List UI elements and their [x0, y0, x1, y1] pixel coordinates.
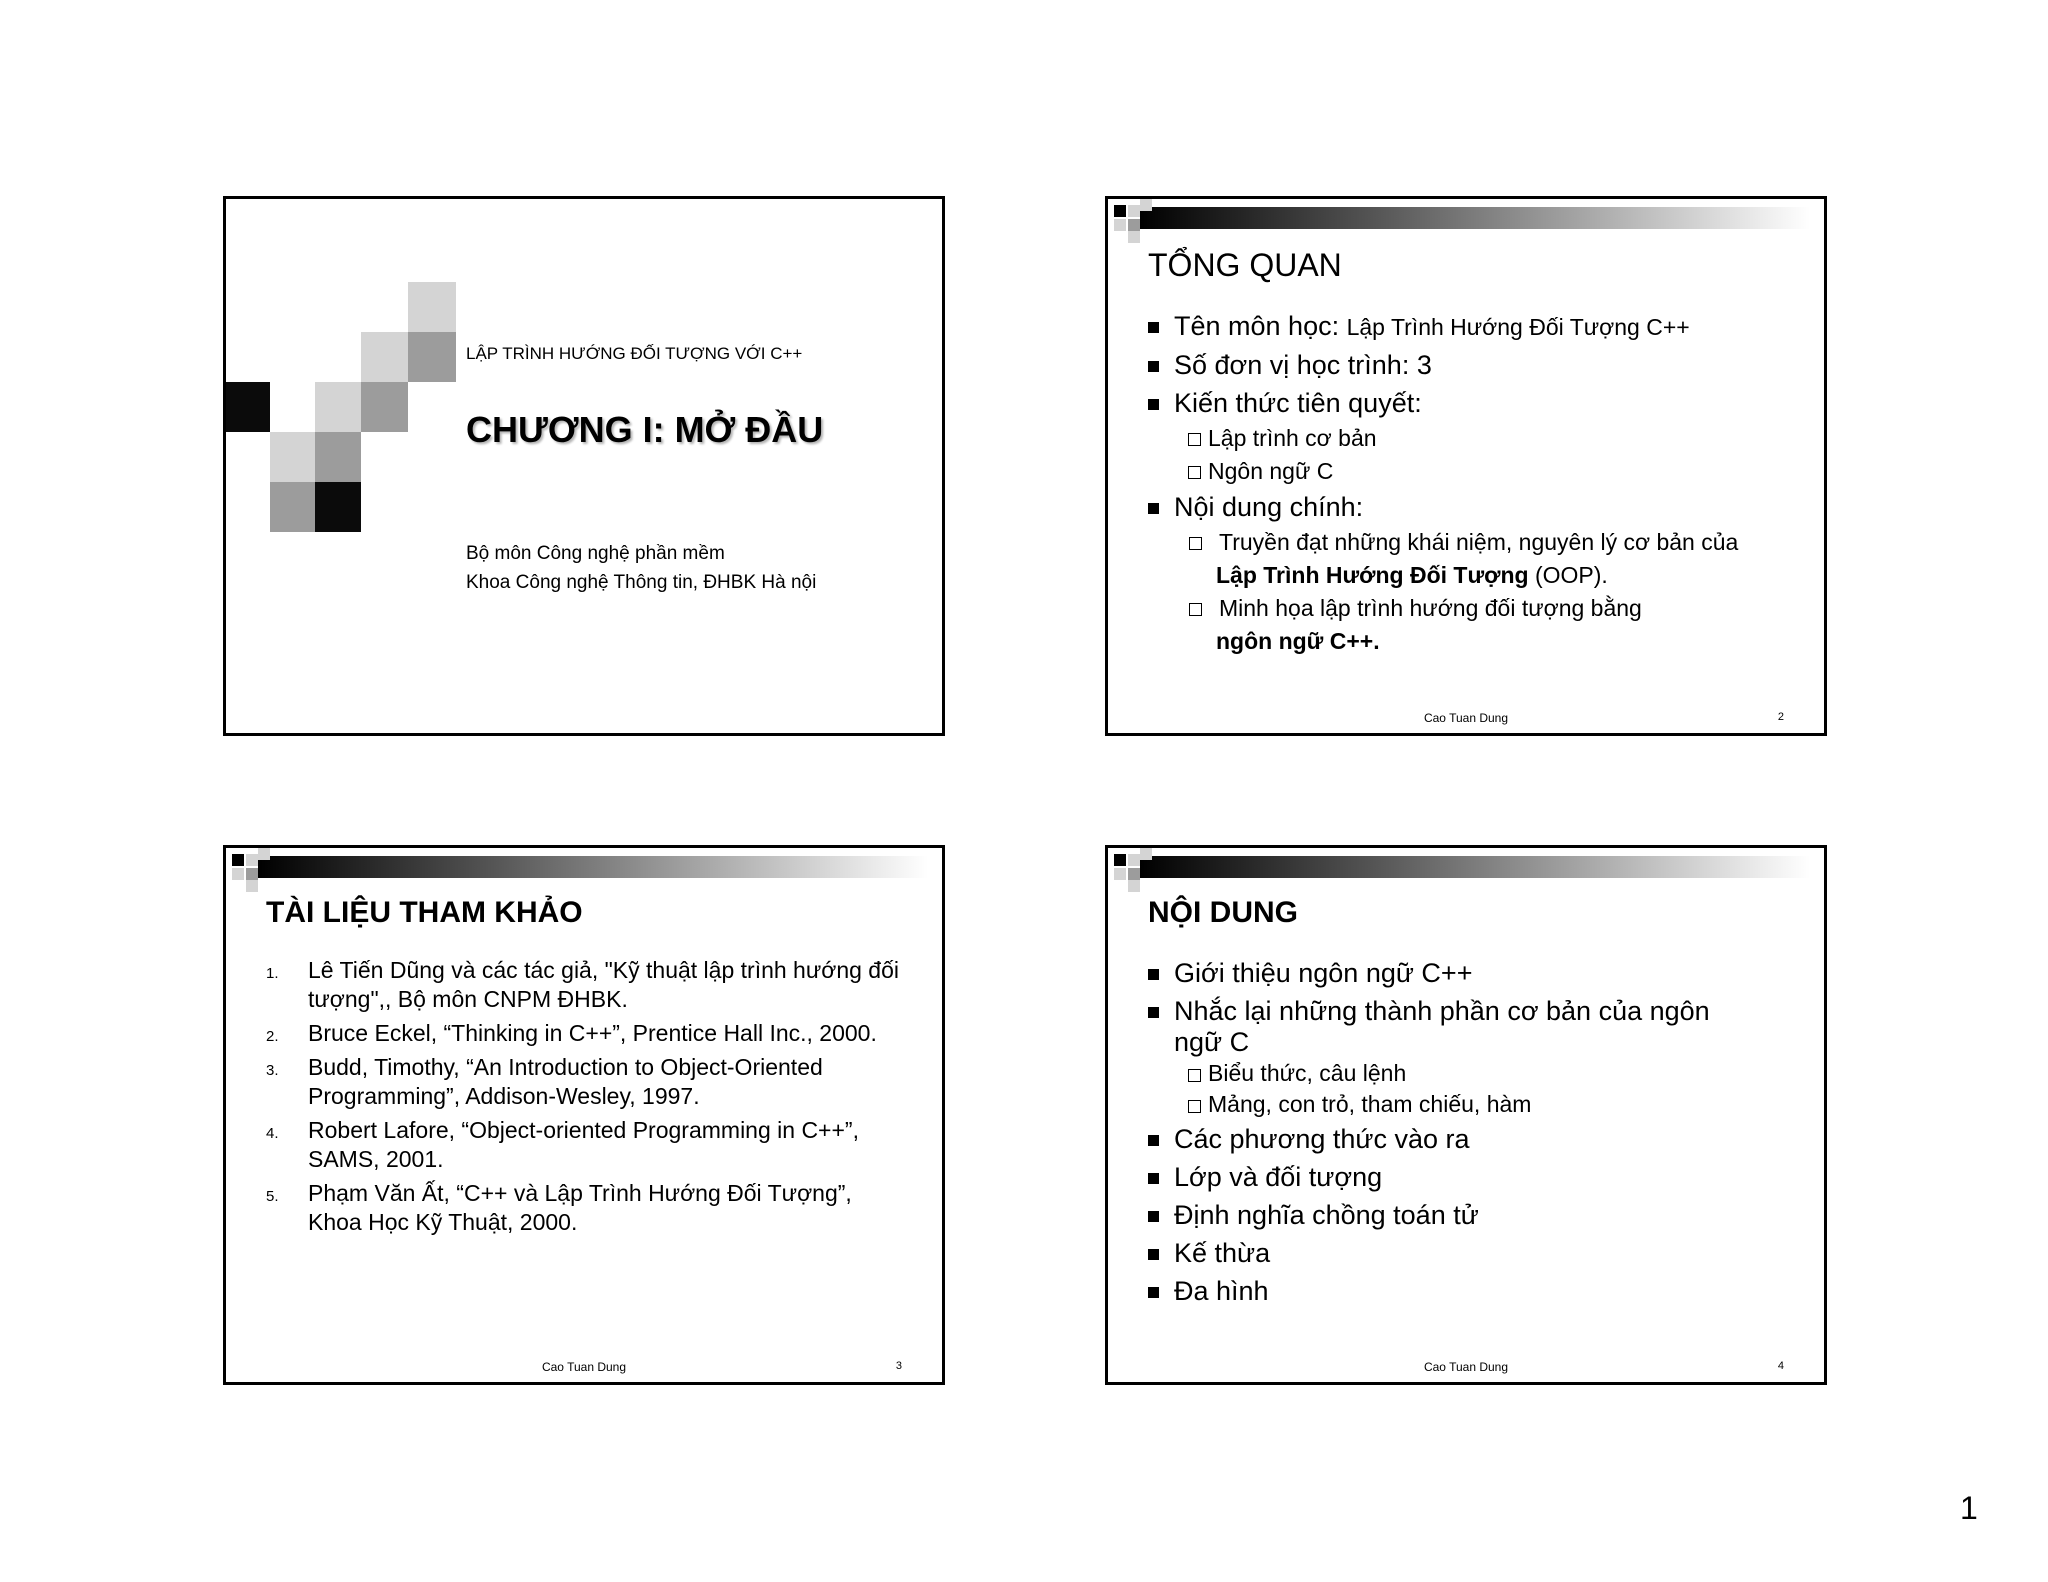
header-bar: [1140, 856, 1810, 878]
slide-heading: TỔNG QUAN: [1148, 247, 1342, 283]
page-number: 1: [1960, 1490, 1978, 1526]
list-item: Kiến thức tiên quyết:: [1148, 384, 1808, 422]
corner-squares: [1108, 848, 1168, 888]
list-item: Nội dung chính:: [1148, 488, 1808, 526]
sub-item: Truyền đạt những khái niệm, nguyên lý cơ bản của Lập Trình Hướng Đối Tượng (OOP).: [1148, 526, 1808, 592]
reference-item: 3. Budd, Timothy, “An Introduction to Object-Oriented Programming”, Addison-Wesley, 1997.: [266, 1054, 823, 1109]
checkbox-square-icon: [1188, 433, 1201, 446]
overview-list: [1148, 307, 1808, 658]
checkbox-square-icon: [1188, 1100, 1201, 1113]
footer-author: Cao Tuan Dung: [1423, 711, 1509, 725]
checkbox-square-icon: [1188, 466, 1201, 479]
slide-number: 4: [1777, 1360, 1784, 1372]
reference-item: 5. Phạm Văn Ất, “C++ và Lập Trình Hướng Đối Tượng”, Khoa Học Kỹ Thuật, 2000.: [266, 1180, 852, 1235]
slide-title: [223, 196, 945, 736]
sub-item: Lập trình cơ bản: [1148, 422, 1808, 455]
list-item: Định nghĩa chồng toán tử: [1148, 1196, 1808, 1234]
list-item: Kế thừa: [1148, 1234, 1808, 1272]
checkbox-square-icon: [1188, 1069, 1201, 1082]
list-item: Các phương thức vào ra: [1148, 1120, 1808, 1158]
footer-author: Cao Tuan Dung: [541, 1360, 627, 1374]
contents-list: [1148, 954, 1808, 1310]
slide-references: [223, 845, 945, 1385]
slide-number: 3: [895, 1360, 902, 1372]
slide-contents: [1105, 845, 1827, 1385]
list-item: Tên môn học: Lập Trình Hướng Đối Tượng C++: [1148, 307, 1808, 346]
footer-author: Cao Tuan Dung: [1423, 1360, 1509, 1374]
sub-item: Ngôn ngữ C: [1148, 455, 1808, 488]
reference-item: 4. Robert Lafore, “Object-oriented Programming in C++”, SAMS, 2001.: [266, 1117, 859, 1172]
sub-item: Mảng, con trỏ, tham chiếu, hàm: [1148, 1089, 1808, 1120]
sub-item: Biểu thức, câu lệnh: [1148, 1058, 1808, 1089]
slide-heading: NỘI DUNG: [1148, 896, 1298, 929]
list-item: Lớp và đối tượng: [1148, 1158, 1808, 1196]
sub-item: Minh họa lập trình hướng đối tượng bằng ngôn ngữ C++.: [1148, 592, 1808, 658]
corner-squares: [1108, 199, 1168, 239]
header-bar: [258, 856, 928, 878]
course-subtitle: LẬP TRÌNH HƯỚNG ĐỐI TƯỢNG VỚI C++: [466, 344, 803, 363]
reference-list: [266, 956, 906, 1242]
checkbox-square-icon: [1189, 537, 1202, 550]
reference-item: 2. Bruce Eckel, “Thinking in C++”, Prentice Hall Inc., 2000.: [266, 1020, 877, 1046]
header-bar: [1140, 207, 1810, 229]
list-item: Đa hình: [1148, 1272, 1808, 1310]
checkbox-square-icon: [1189, 603, 1202, 616]
corner-squares: [226, 848, 286, 888]
faculty-line: Khoa Công nghệ Thông tin, ĐHBK Hà nội: [466, 572, 817, 593]
list-item: Nhắc lại những thành phần cơ bản của ngôn ngữ C: [1148, 992, 1808, 1058]
slide-overview: [1105, 196, 1827, 736]
list-item: Giới thiệu ngôn ngữ C++: [1148, 954, 1808, 992]
department-line: Bộ môn Công nghệ phần mềm: [466, 543, 725, 564]
slide-number: 2: [1777, 711, 1784, 723]
list-item: Số đơn vị học trình: 3: [1148, 346, 1808, 384]
slide-heading: TÀI LIỆU THAM KHẢO: [266, 896, 583, 929]
reference-item: 1. Lê Tiến Dũng và các tác giả, "Kỹ thuật lập trình hướng đối tượng",, Bộ môn CNPM ĐHBK.: [266, 957, 899, 1012]
chapter-title: CHƯƠNG I: MỞ ĐẦU: [466, 409, 824, 450]
